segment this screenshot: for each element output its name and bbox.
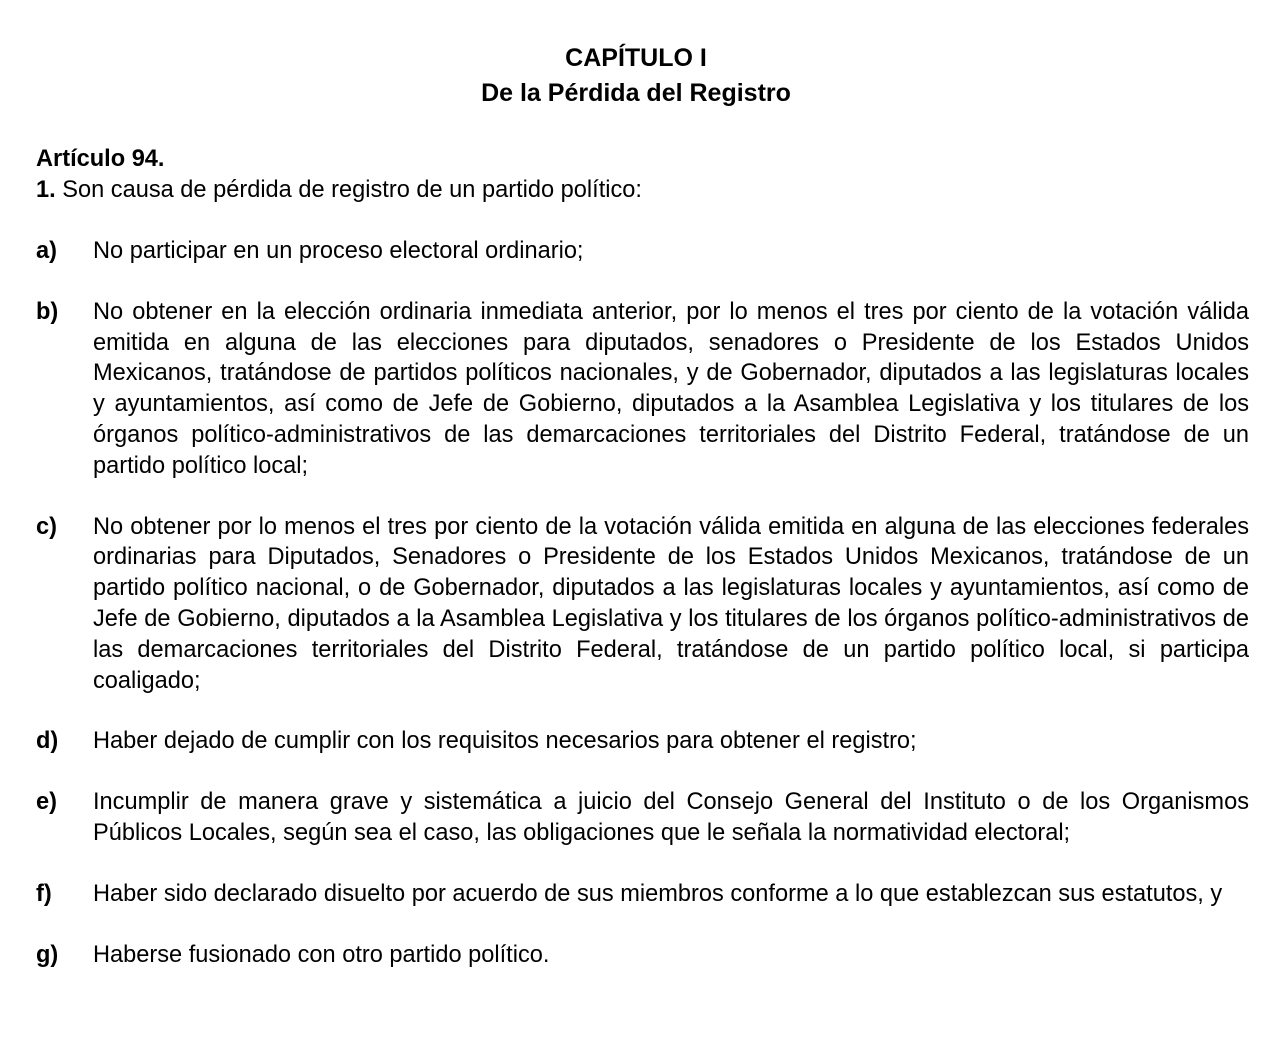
- item-text: Haberse fusionado con otro partido político.: [93, 941, 550, 968]
- article-paragraph: [36, 175, 1249, 206]
- article-title: Artículo 94.: [36, 146, 165, 172]
- list-item-f: [36, 879, 1249, 910]
- item-letter: g): [36, 941, 59, 968]
- article-header: [36, 144, 1249, 206]
- list-item-b: [36, 297, 1249, 482]
- chapter-heading: [23, 41, 1249, 111]
- item-text: No obtener en la elección ordinaria inmediata anterior, por lo menos el tres por ciento de la votación válida emitida en alguna de las elecciones para diputados, senadores o Presidente de los Estados Unidos Mexicanos, tratándose de partidos políticos nacionales, y de Gobernador, diputados a las legislaturas locales y ayuntamientos, así como de Jefe de Gobierno, diputados a la Asamblea Legislativa y los titulares de los órganos político-administrativos de las demarcaciones territoriales del Distrito Federal, tratándose de un partido político local;: [93, 298, 1249, 479]
- item-letter: c): [36, 513, 57, 540]
- list-item-a: [36, 236, 1249, 267]
- item-letter: a): [36, 238, 57, 264]
- paragraph-number: 1.: [36, 177, 56, 203]
- item-text: No participar en un proceso electoral ordinario;: [93, 238, 584, 264]
- item-text: No obtener por lo menos el tres por ciento de la votación válida emitida en alguna de las elecciones federales ordinarias para Diputados, Senadores o Presidente de los Estados Unidos Mexicanos, tratándose de un partido político nacional, o de Gobernador, diputados a las legislaturas locales y ayuntamientos, así como de Jefe de Gobierno, diputados a la Asamblea Legislativa y los titulares de los órganos político-administrativos de las demarcaciones territoriales del Distrito Federal, tratándose de un partido político local, si participa coaligado;: [93, 513, 1249, 694]
- paragraph-text: Son causa de pérdida de registro de un partido político:: [55, 177, 642, 203]
- item-text: Haber sido declarado disuelto por acuerdo de sus miembros conforme a lo que establezcan sus estatutos, y: [93, 880, 1223, 907]
- item-letter: f): [36, 880, 52, 907]
- chapter-subtitle: De la Pérdida del Registro: [481, 79, 791, 107]
- item-text: Haber dejado de cumplir con los requisitos necesarios para obtener el registro;: [93, 728, 917, 755]
- list-item-g: [36, 940, 1249, 971]
- item-text: Incumplir de manera grave y sistemática a juicio del Consejo General del Instituto o de los Organismos Públicos Locales, según sea el caso, las obligaciones que le señala la normatividad electoral;: [93, 789, 1249, 846]
- list-item-e: [36, 787, 1249, 849]
- item-list: [36, 236, 1249, 970]
- chapter-number: CAPÍTULO I: [565, 44, 707, 72]
- item-letter: e): [36, 789, 57, 816]
- item-letter: b): [36, 298, 59, 325]
- item-letter: d): [36, 728, 59, 755]
- list-item-c: [36, 512, 1249, 697]
- list-item-d: [36, 726, 1249, 757]
